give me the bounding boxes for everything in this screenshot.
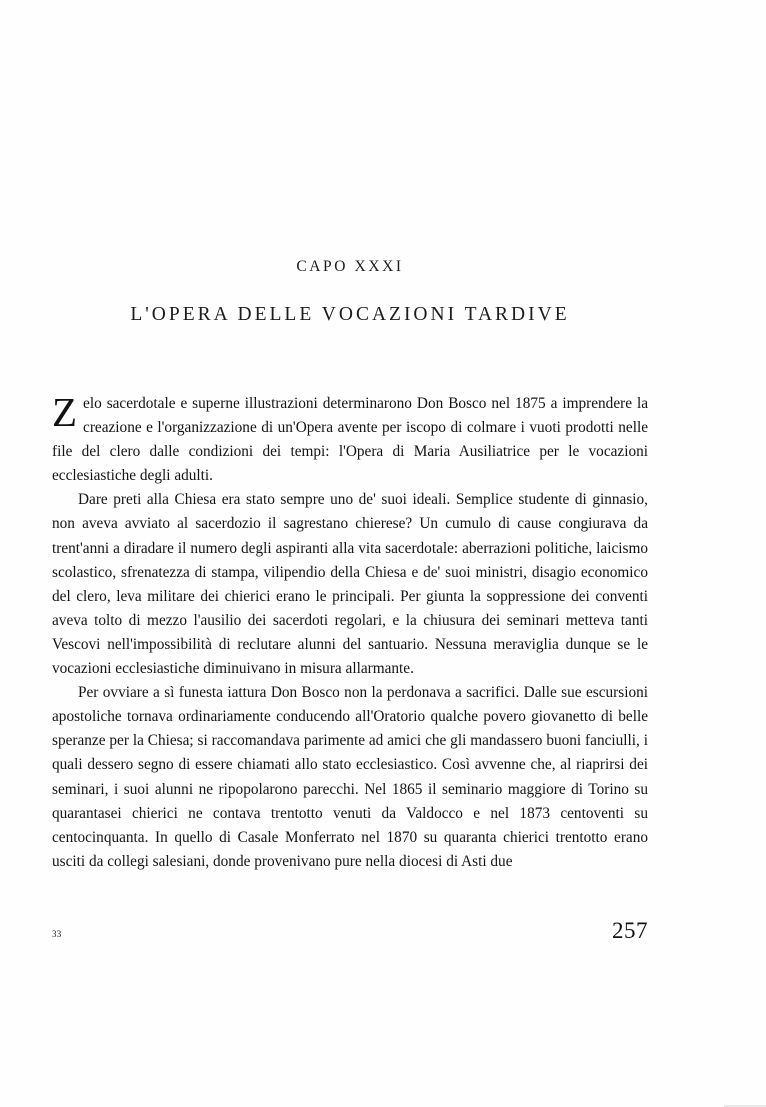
page-content [52, 0, 648, 874]
page-number: 257 [612, 918, 648, 943]
chapter-label: CAPO XXXI [296, 258, 404, 275]
drop-cap: Z [52, 389, 78, 435]
body-text [52, 389, 648, 874]
paragraph-1-text: elo sacerdotale e superne illustrazioni determinarono Don Bosco nel 1875 a imprendere la creazione e l'organizzazione di un'Opera avente per iscopo di colmare i vuoti prodotti nelle file del clero dalle condizioni dei tempi: l'Opera di Maria Ausiliatrice per le vocazioni ecclesiastiche degli adulti. [52, 395, 648, 485]
signature-mark: 33 [52, 929, 62, 939]
paragraph-1 [52, 389, 648, 488]
page-title: L'OPERA DELLE VOCAZIONI TARDIVE [130, 304, 570, 325]
paragraph-2: Dare preti alla Chiesa era stato sempre uno de' suoi ideali. Semplice studente di ginnasio, non aveva avviato al sacerdozio il sagrestano chierese? Un cumulo di cause congiurava da trent'anni a diradare il numero degli aspiranti alla vita sacerdotale: aberrazioni politiche, laicismo scolastico, sfrenatezza di stampa, vilipendio della Chiesa e de' suoi ministri, disagio economico del clero, leva militare dei chierici erano le principali. Per giunta la soppressione dei conventi aveva tolto di mezzo l'ausilio dei sacerdoti regolari, e la chiusura dei seminari metteva tanti Vescovi nell'impossibilità di reclutare alunni del santuario. Nessuna meraviglia dunque se le vocazioni ecclesiastiche diminuivano in misura allarmante. [52, 491, 648, 678]
page-footer [52, 918, 648, 948]
paragraph-3: Per ovviare a sì funesta iattura Don Bosco non la perdonava a sacrifici. Dalle sue escursioni apostoliche tornava ordinariamente conducendo all'Oratorio qualche povero giovanetto di belle speranze per la Chiesa; si raccomandava parimente ad amici che gli mandassero buoni fanciulli, i quali dessero segno di essere chiamati allo stato ecclesiastico. Così avvenne che, al riaprirsi dei seminari, i suoi alunni ne ripopolarono parecchi. Nel 1865 il seminario maggiore di Torino su quarantasei chierici ne contava trentotto venuti da Valdocco e nel 1873 centoventi su centocinquanta. In quello di Casale Monferrato nel 1870 su quaranta chierici trentotto erano usciti da collegi salesiani, donde provenivano pure nella diocesi di Asti due [52, 684, 648, 870]
